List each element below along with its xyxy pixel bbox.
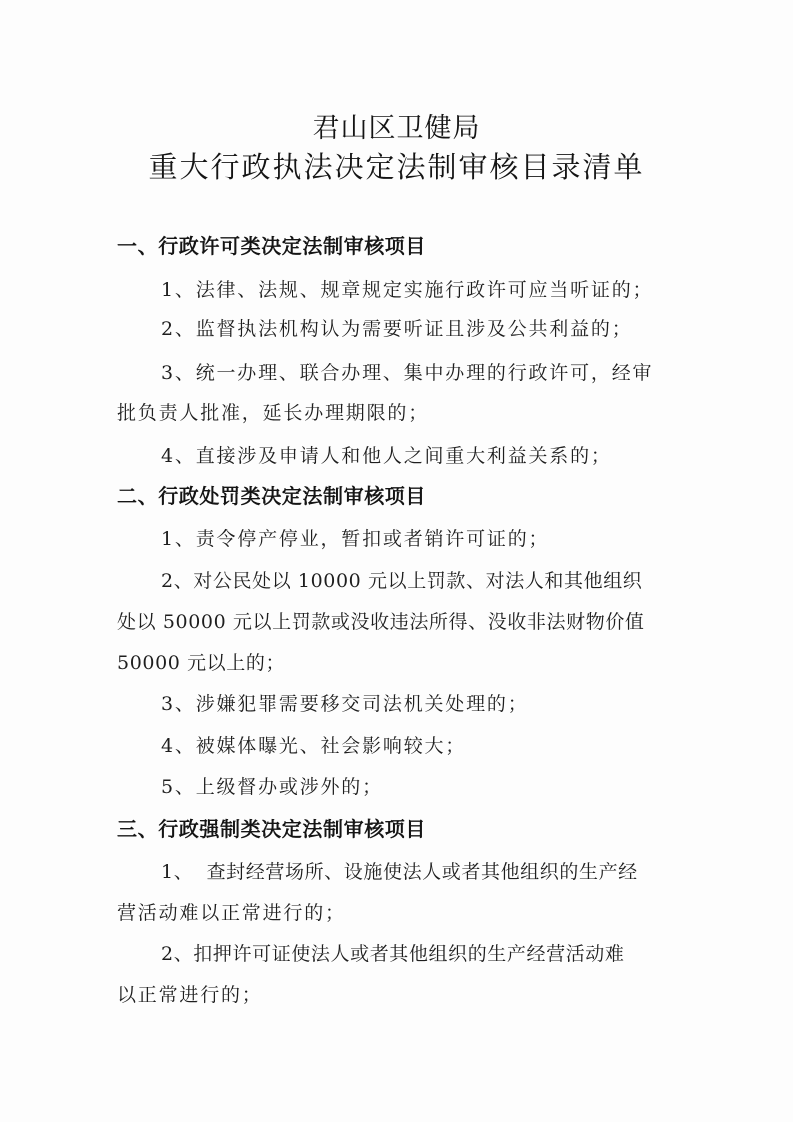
section-3-item-2-cont: 以正常进行的； (117, 984, 263, 1006)
section-3-item-1: 1、 查封经营场所、设施使法人或者其他组织的生产经 (161, 861, 638, 883)
section-heading-2: 二、行政处罚类决定法制审核项目 (117, 484, 426, 508)
document-title-line2: 重大行政执法决定法制审核目录清单 (148, 150, 645, 184)
section-2-item-4: 4、被媒体曝光、社会影响较大； (161, 735, 467, 757)
section-2-item-3: 3、涉嫌犯罪需要移交司法机关处理的； (161, 693, 529, 715)
section-2-item-1: 1、责令停产停业，暂扣或者销许可证的； (161, 528, 550, 550)
section-1-item-2: 2、监督执法机构认为需要听证且涉及公共利益的； (161, 318, 633, 340)
section-3-item-2: 2、扣押许可证使法人或者其他组织的生产经营活动难 (161, 943, 625, 965)
document-title-line1: 君山区卫健局 (312, 113, 481, 144)
section-1-item-3: 3、统一办理、联合办理、集中办理的行政许可，经审 (161, 362, 654, 384)
section-2-item-2-cont2: 50000 元以上的； (117, 652, 286, 674)
section-1-item-4: 4、直接涉及申请人和他人之间重大利益关系的； (161, 445, 612, 467)
section-1-item-1: 1、法律、法规、规章规定实施行政许可应当听证的； (161, 279, 654, 301)
section-heading-3: 三、行政强制类决定法制审核项目 (117, 817, 426, 841)
section-heading-1: 一、行政许可类决定法制审核项目 (117, 234, 426, 258)
section-2-item-2: 2、对公民处以 10000 元以上罚款、对法人和其他组织 (161, 570, 643, 592)
section-1-item-3-cont: 批负责人批准，延长办理期限的； (117, 402, 430, 424)
section-2-item-2-cont: 处以 50000 元以上罚款或没收违法所得、没收非法财物价值 (117, 611, 645, 633)
section-3-item-1-cont: 营活动难以正常进行的； (117, 902, 346, 924)
section-2-item-5: 5、上级督办或涉外的； (161, 776, 383, 798)
